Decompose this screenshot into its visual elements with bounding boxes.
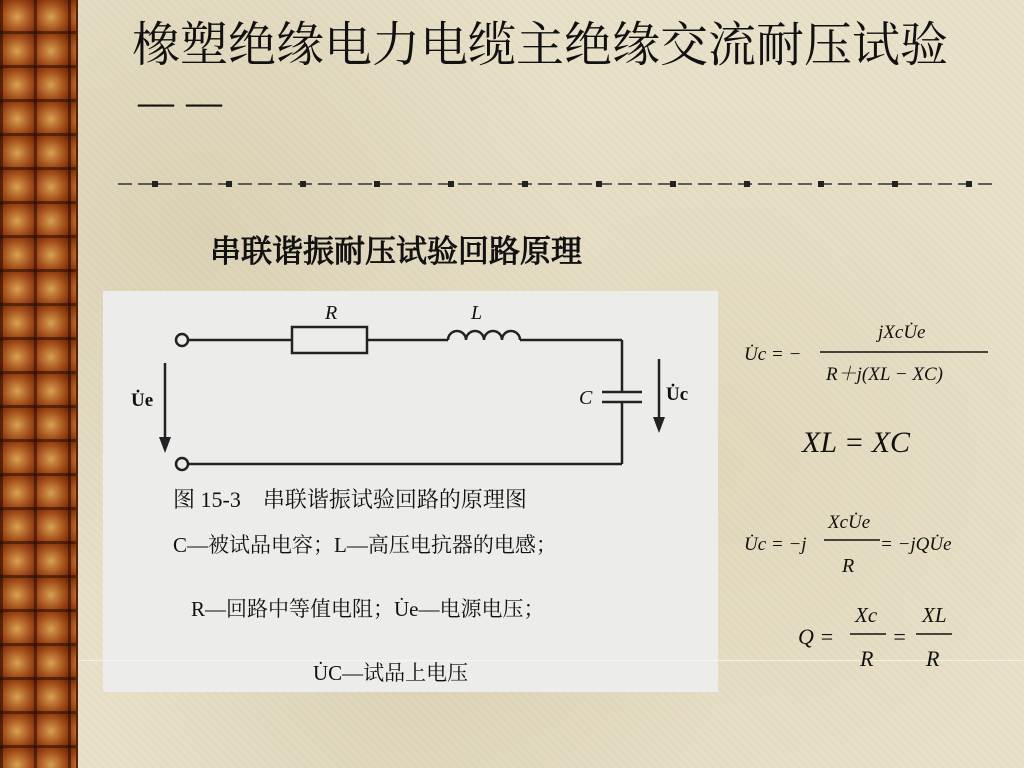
inductor-label: L [471,302,483,324]
cap-voltage-label: U̇c [666,384,689,405]
formula-3-denominator: R [842,555,855,577]
formula-1-lhs: U̇c = − [744,344,802,365]
resistor-label: R [325,302,338,324]
formula-4-num-1: Xc [855,603,878,627]
formula-4-num-2: XL [922,603,947,627]
caption-line-3: U̇C—试品上电压 [313,661,469,685]
source-voltage-label: U̇e [131,390,154,411]
formula-3-numerator: XcU̇e [828,512,871,533]
slide-subtitle: 串联谐振耐压试验回路原理 [210,234,582,270]
formula-2: XL = XC [802,426,911,459]
formula-4-den-2: R [926,646,940,671]
formula-3-rhs: = −jQU̇e [880,534,952,555]
circuit-figure [103,291,718,692]
formula-4-den-1: R [860,646,874,671]
dashed-separator [118,178,994,190]
formula-1-denominator: R＋j(XL − XC) [826,364,943,385]
caption-line-2: R—回路中等值电阻；U̇e—电源电压； [191,597,545,621]
formula-1-numerator: jXcU̇e [878,322,926,343]
decorative-sidebar [0,0,78,768]
caption-line-1: C—被试品电容；L—高压电抗器的电感； [173,533,557,557]
slide-title: 橡塑绝缘电力电缆主绝缘交流耐压试验－－ [132,17,949,135]
formula-4-lhs: Q = [798,624,835,649]
formula-3-lhs: U̇c = −j [744,534,807,555]
formula-4-equals: = [892,624,907,649]
formula-panel [730,300,1010,690]
capacitor-label: C [579,387,593,409]
caption-title: 图 15-3 串联谐振试验回路的原理图 [173,487,527,512]
